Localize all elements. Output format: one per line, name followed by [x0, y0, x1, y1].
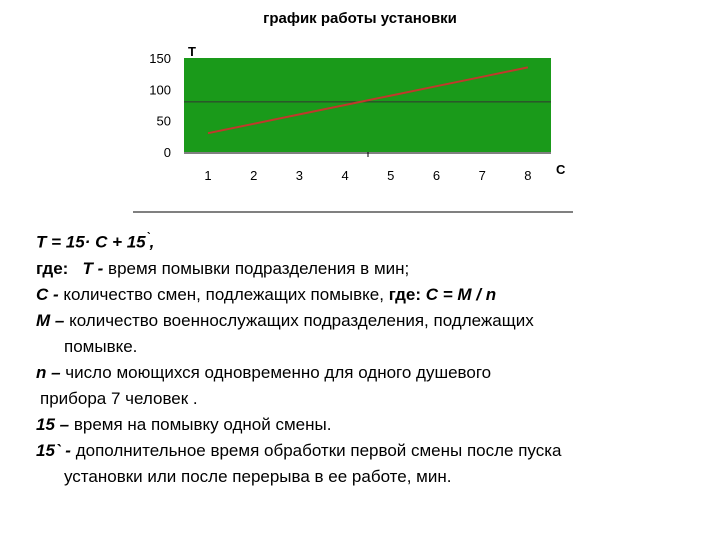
definition-line-6	[36, 438, 696, 464]
x-tick-label: 5	[387, 168, 395, 183]
var-15: 15 –	[36, 414, 70, 434]
def-m-text: количество военнослужащих подразделения, подлежащих	[69, 310, 534, 330]
y-axis-label: Т	[188, 44, 196, 59]
x-tick-labels	[204, 168, 531, 183]
x-tick-label: 7	[478, 168, 486, 183]
chart-area	[0, 0, 720, 222]
y-tick-label: 50	[156, 113, 171, 129]
x-tick-label: 6	[432, 168, 441, 183]
plot-background	[184, 58, 551, 152]
definition-line-5	[36, 412, 696, 438]
definition-line-4-cont: прибора 7 человек .	[40, 388, 198, 408]
where-label: где:	[36, 258, 69, 278]
c-formula: С = М / n	[425, 284, 497, 304]
where-label-2: где:	[388, 284, 422, 304]
var-15-prime: 15` -	[36, 440, 71, 460]
def-t-text: время помывки подразделения в мин;	[108, 258, 410, 278]
x-tick-label: 4	[341, 168, 349, 183]
x-tick-label: 2	[250, 168, 258, 183]
def-c-text: количество смен, подлежащих помывке,	[63, 284, 384, 304]
def-15-text: время на помывку одной смены.	[73, 414, 332, 434]
var-m: М –	[36, 310, 65, 330]
var-n: n –	[36, 362, 61, 382]
definition-line-3	[36, 308, 696, 334]
y-tick-labels	[149, 51, 171, 160]
var-t: Т -	[82, 258, 104, 278]
y-tick-label: 150	[149, 51, 171, 66]
x-tick-label: 1	[204, 168, 212, 183]
formula-tail: ,	[149, 232, 155, 252]
x-tick-label: 8	[524, 168, 532, 183]
formula-lhs: Т = 15	[36, 232, 85, 252]
def-15-prime-text: дополнительное время обработки первой смены после пуска	[75, 440, 562, 460]
y-tick-label: 0	[163, 145, 171, 160]
description-text	[36, 224, 696, 490]
formula-line: Т = 15· С + 15`,	[36, 230, 155, 252]
definition-line-3-cont: помывке.	[64, 336, 138, 356]
chart-title: график работы установки	[263, 10, 457, 27]
definition-line-1	[36, 256, 696, 282]
formula-mid: С + 15	[95, 232, 146, 252]
definition-line-4	[36, 360, 696, 386]
def-n-text: число моющихся одновременно для одного душевого	[65, 362, 492, 382]
definition-line-6-cont: установки или после перерыва в ее работе, мин.	[64, 466, 452, 486]
y-tick-label: 100	[149, 82, 171, 98]
x-axis-label: С	[556, 162, 566, 177]
x-tick-label: 3	[295, 168, 304, 183]
var-c: С -	[36, 284, 59, 304]
multiply-dot: ·	[84, 232, 91, 252]
definition-line-2	[36, 282, 696, 308]
